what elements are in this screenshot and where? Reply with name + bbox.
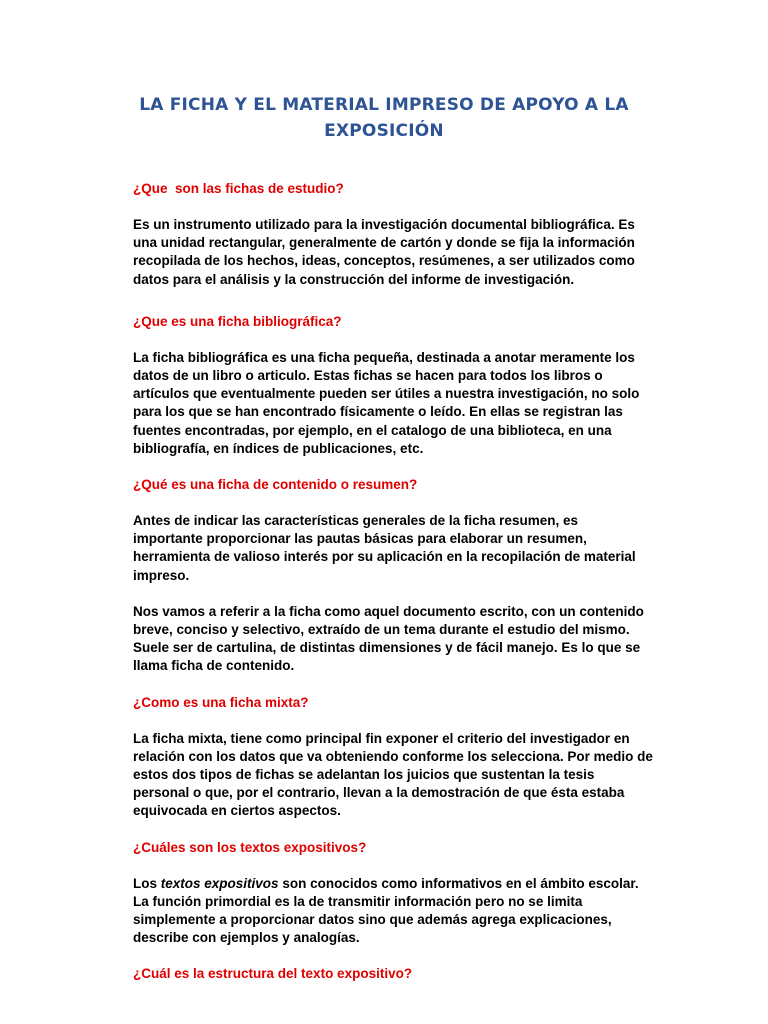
answer-paragraph: La ficha mixta, tiene como principal fin exponer el criterio del investigador en relación con los datos que va obteniendo conforme los selecciona. Por medio de estos dos tipos de fichas se adelantan los juicios que sustentan la tesis personal o que, por el contrario, llevan a la demostración de que ésta estaba equivocada en ciertos aspectos. — [133, 730, 653, 819]
question-heading: ¿Cuáles son los textos expositivos? — [133, 839, 367, 855]
italic-term: textos expositivos — [160, 875, 279, 891]
answer-paragraph: La ficha bibliográfica es una ficha pequeña, destinada a anotar meramente los datos de un libro o articulo. Estas fichas se hacen para todos los libros o artículos que eventualmente pueden ser útiles a nuestra investigación, no solo para los que se han encontrado físicamente o leído. En ellas se registran las fuentes encontradas, por ejemplo, en el catalogo de una biblioteca, en una bibliografía, en índices de publicaciones, etc. — [133, 349, 640, 456]
title-line-1: LA FICHA Y EL MATERIAL IMPRESO DE APOYO A LA — [139, 95, 629, 115]
paragraph-prefix: Los — [133, 875, 161, 891]
answer-paragraph: Es un instrumento utilizado para la investigación documental bibliográfica. Es una unidad rectangular, generalmente de cartón y donde se fija la información recopilada de los hechos, ideas, conceptos, resúmenes, a ser utilizados como datos para el análisis y la construcción del informe de investigación. — [133, 217, 635, 287]
answer-paragraph — [133, 875, 653, 948]
question-heading: ¿Cuál es la estructura del texto expositivo? — [133, 966, 413, 982]
document-body — [133, 180, 653, 1001]
question-heading: ¿Qué es una ficha de contenido o resumen? — [133, 477, 418, 493]
answer-paragraph: Nos vamos a referir a la ficha como aquel documento escrito, con un contenido breve, conciso y selectivo, extraído de un tema durante el estudio del mismo. Suele ser de cartulina, de distintas dimensiones y de fácil manejo. Es lo que se llama ficha de contenido. — [133, 603, 644, 674]
answer-paragraph: Antes de indicar las características generales de la ficha resumen, es importante proporcionar las pautas básicas para elaborar un resumen, herramienta de valioso interés por su aplicación en la recopilación de material impreso. — [133, 513, 636, 583]
title-line-2: EXPOSICIÓN — [324, 121, 444, 141]
question-heading: ¿Como es una ficha mixta? — [133, 694, 309, 710]
paragraph-rest: son conocidos como informativos en el ámbito escolar. La función primordial es la de transmitir información pero no se limita simplemente a proporcionar datos sino que además agrega explicaciones, describe con ejemplos y analogías. — [133, 875, 639, 946]
question-heading: ¿Que es una ficha bibliográfica? — [133, 313, 342, 329]
document-title — [100, 92, 668, 144]
question-heading: ¿Que son las fichas de estudio? — [133, 181, 344, 196]
